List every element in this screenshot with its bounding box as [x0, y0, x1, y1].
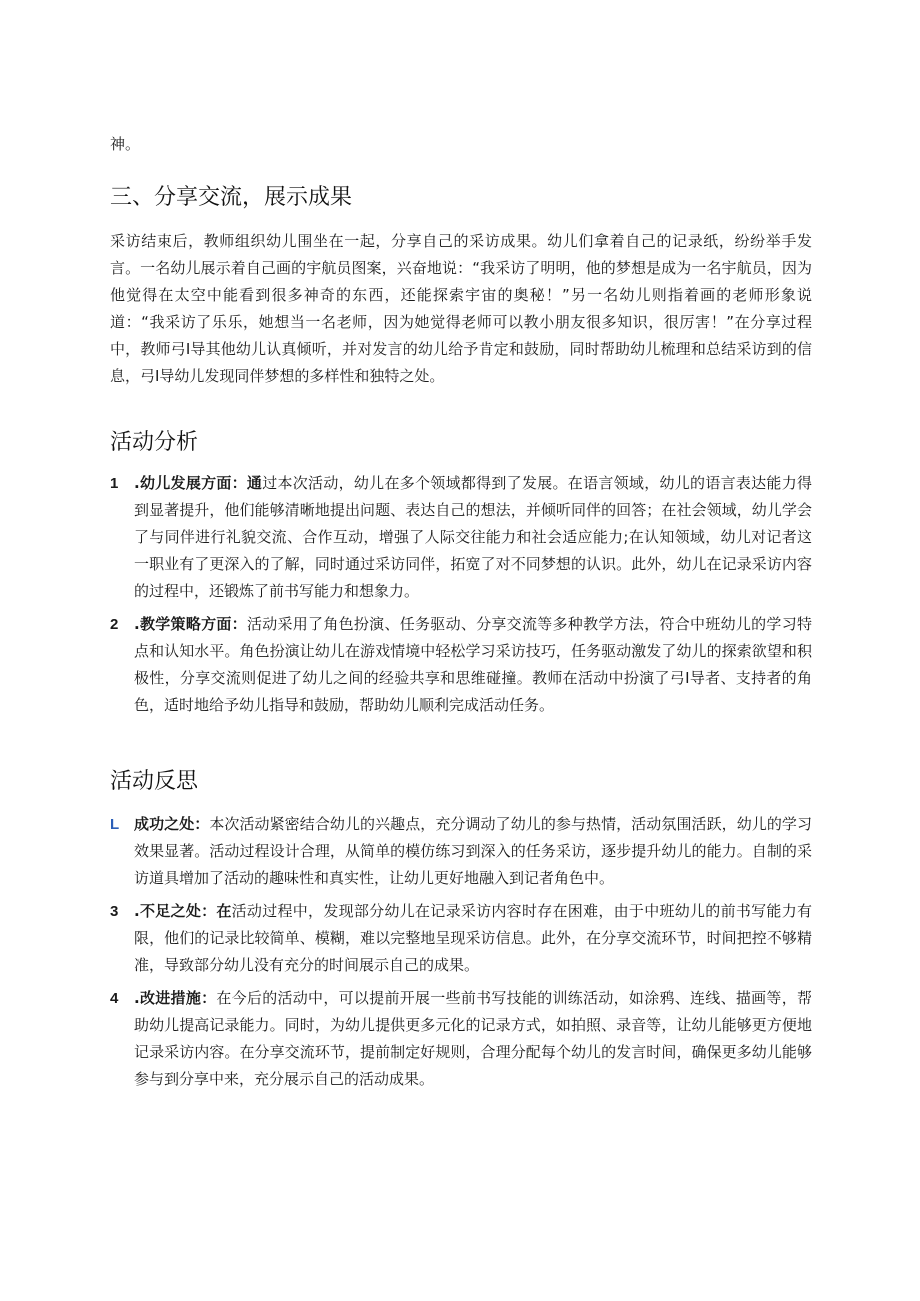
list-number: L	[110, 816, 120, 833]
analysis-list	[110, 470, 812, 719]
reflection-item-3	[110, 898, 812, 979]
item-lead: 成功之处：	[134, 815, 210, 833]
section-share-body: 采访结束后，教师组织幼儿围坐在一起，分享自己的采访成果。幼儿们拿着自己的记录纸，纷纷举手发言。一名幼儿展示着自己画的宇航员图案，兴奋地说：“我采访了明明，他的梦想是成为一名宇航员，因为他觉得在太空中能看到很多神奇的东西，还能探索宇宙的奥秘！”另一名幼儿则指着画的老师形象说道：“我采访了乐乐，她想当一名老师，因为她觉得老师可以教小朋友很多知识，很厉害！”在分享过程中，教师弓I导其他幼儿认真倾听，并对发言的幼儿给予肯定和鼓励，同时帮助幼儿梳理和总结采访到的信息，弓I导幼儿发现同伴梦想的多样性和独特之处。	[110, 232, 812, 385]
item-lead: .不足之处：在	[134, 902, 232, 920]
list-number: 3	[110, 903, 119, 920]
section-title-reflection: 活动反思	[110, 769, 199, 794]
list-number: 1	[110, 475, 119, 492]
reflection-item-4	[110, 985, 812, 1093]
analysis-item-2	[110, 611, 812, 719]
item-text: 本次活动紧密结合幼儿的兴趣点，充分调动了幼儿的参与热情，活动氛围活跃，幼儿的学习效果显著。活动过程设计合理，从简单的模仿练习到深入的任务采访，逐步提升幼儿的能力。自制的采访道具增加了活动的趣味性和真实性，让幼儿更好地融入到记者角色中。	[134, 815, 812, 887]
section-title-share: 三、分享交流，展示成果	[110, 185, 353, 210]
item-lead: .幼儿发展方面：通	[134, 474, 263, 492]
item-lead: .教学策略方面：	[134, 615, 247, 633]
item-text: 活动采用了角色扮演、任务驱动、分享交流等多种教学方法，符合中班幼儿的学习特点和认知水平。角色扮演让幼儿在游戏情境中轻松学习采访技巧，任务驱动激发了幼儿的探索欲望和积极性，分享交流则促进了幼儿之间的经验共享和思维碰撞。教师在活动中扮演了弓I导者、支持者的角色，适时地给予幼儿指导和鼓励，帮助幼儿顺利完成活动任务。	[134, 615, 812, 714]
analysis-item-1	[110, 470, 812, 605]
top-fragment: 神。	[110, 135, 141, 153]
list-number: 2	[110, 616, 119, 633]
section-title-analysis: 活动分析	[110, 430, 199, 455]
item-text: 活动过程中，发现部分幼儿在记录采访内容时存在困难，由于中班幼儿的前书写能力有限，他们的记录比较简单、模糊，难以完整地呈现采访信息。此外，在分享交流环节，时间把控不够精准，导致部分幼儿没有充分的时间展示自己的成果。	[134, 902, 812, 974]
item-text: 在今后的活动中，可以提前开展一些前书写技能的训练活动，如涂鸦、连线、描画等，帮助幼儿提高记录能力。同时，为幼儿提供更多元化的记录方式，如拍照、录音等，让幼儿能够更方便地记录采访内容。在分享交流环节，提前制定好规则，合理分配每个幼儿的发言时间，确保更多幼儿能够参与到分享中来，充分展示自己的活动成果。	[134, 989, 812, 1088]
reflection-item-1	[110, 811, 812, 892]
reflection-list	[110, 811, 812, 1093]
item-text: 过本次活动，幼儿在多个领域都得到了发展。在语言领域，幼儿的语言表达能力得到显著提升，他们能够清晰地提出问题、表达自己的想法，并倾听同伴的回答；在社会领域，幼儿学会了与同伴进行礼貌交流、合作互动，增强了人际交往能力和社会适应能力;在认知领域，幼儿对记者这一职业有了更深入的了解，同时通过采访同伴，拓宽了对不同梦想的认识。此外，幼儿在记录采访内容的过程中，还锻炼了前书写能力和想象力。	[134, 474, 812, 600]
list-number: 4	[110, 990, 119, 1007]
item-lead: .改进措施：	[134, 989, 217, 1007]
